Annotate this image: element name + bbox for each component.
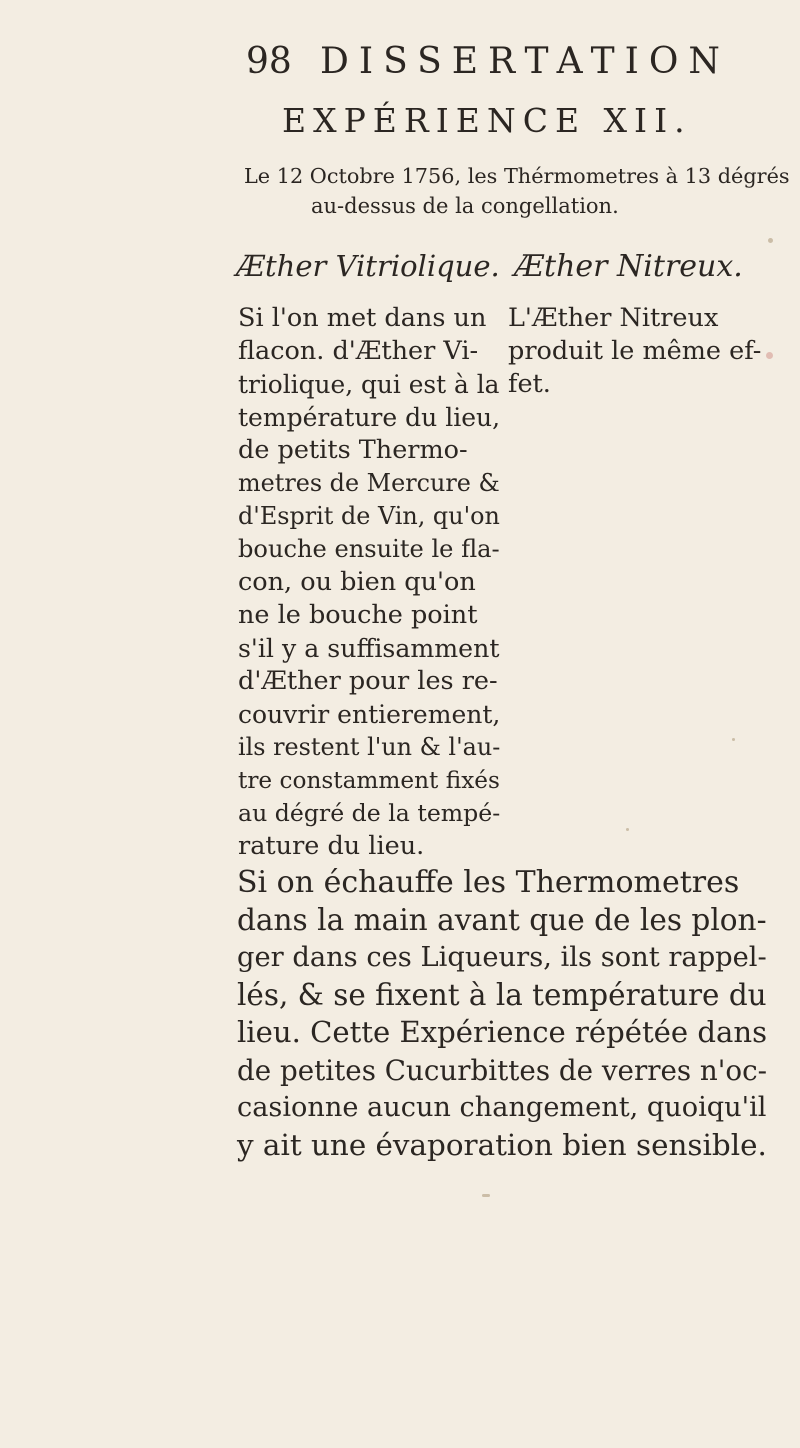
closing-line: casionne aucun changement, quoiqu'il [237, 1092, 767, 1123]
left-line: d'Esprit de Vin, qu'on [238, 502, 500, 530]
paper-speck [482, 1194, 490, 1197]
intro-line-2: au-dessus de la congellation. [311, 194, 619, 218]
left-line: metres de Mercure & [238, 469, 500, 497]
closing-line: ger dans ces Liqueurs, ils sont rappel- [237, 942, 767, 973]
running-head: DISSERTATION [320, 41, 730, 82]
closing-line: lés, & se fixent à la température du [237, 977, 767, 1012]
left-line: triolique, qui est à la [238, 370, 500, 399]
right-line: L'Æther Nitreux [508, 303, 719, 333]
paper-speck [732, 738, 735, 741]
right-column-text [508, 302, 793, 401]
paper-speck [768, 238, 773, 243]
paper-speck [626, 828, 629, 831]
closing-line: y ait une évaporation bien sensible. [237, 1127, 767, 1162]
left-line: ils restent l'un & l'au- [238, 733, 501, 761]
closing-line: Si on échauffe les Thermometres [237, 865, 740, 900]
left-line: de petits Thermo- [238, 435, 468, 465]
paper-speck [766, 352, 773, 359]
left-line: con, ou bien qu'on [238, 567, 476, 597]
left-line: au dégré de la tempé- [238, 799, 501, 827]
left-column-text [238, 302, 500, 863]
left-line: Si l'on met dans un [238, 303, 487, 333]
section-title: EXPÉRIENCE XII. [282, 101, 692, 140]
left-line: s'il y a suffisamment [238, 634, 500, 663]
right-line: produit le même ef- [508, 336, 762, 366]
left-line: ne le bouche point [238, 600, 478, 630]
left-line: flacon. d'Æther Vi- [238, 336, 479, 366]
page-number: 98 [246, 41, 292, 82]
closing-line: lieu. Cette Expérience répétée dans [237, 1015, 768, 1049]
left-line: rature du lieu. [238, 831, 425, 861]
left-line: couvrir entierement, [238, 700, 501, 729]
left-line: bouche ensuite le fla- [238, 535, 500, 563]
left-column-heading: Æther Vitriolique. [236, 249, 500, 283]
right-line: fet. [508, 369, 551, 399]
closing-line: de petites Cucurbittes de verres n'oc- [237, 1053, 768, 1087]
intro-line-1: Le 12 Octobre 1756, les Thérmometres à 13 dégrés [244, 164, 790, 188]
left-line: tre constamment fixés [238, 767, 500, 794]
left-line: température du lieu, [238, 403, 501, 432]
closing-line: dans la main avant que de les plon- [237, 902, 767, 937]
right-column-heading: Æther Nitreux. [514, 249, 743, 284]
closing-paragraph [237, 864, 767, 1164]
left-line: d'Æther pour les re- [238, 666, 498, 696]
